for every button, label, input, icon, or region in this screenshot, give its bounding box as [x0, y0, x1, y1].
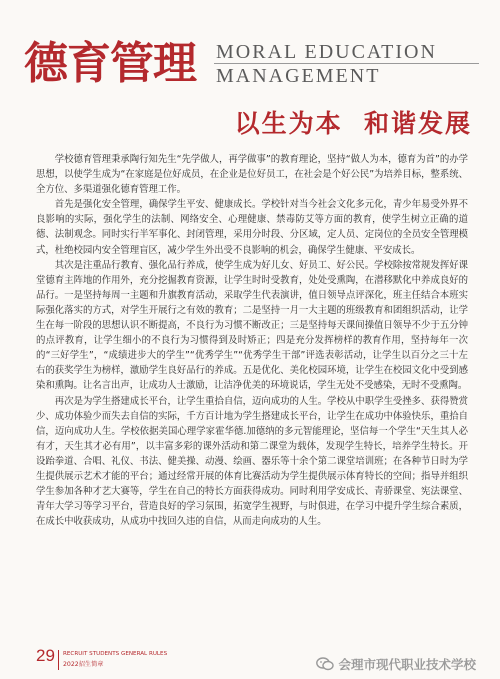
paragraph: 其次是注重品行教育、强化品行养成，使学生成为好儿女、好员工、好公民。学校除按常规发挥好课堂德育主阵地的作用外，充分挖掘教育资源，让学生时时受教育，处处受熏陶，在潜移默化中养成良好的品行。一是坚持每周一主题和升旗教育活动，采取学生代表演讲，值日领导点评深化，班主任结合本班实际强化落实的方式，对学生开展行之有效的教育；二是坚持一月一大主题的班级教育和团组织活动，让学生在每一阶段的思想认识不断提高，不良行为习惯不断改正；三是坚持每天课间操值日领导不少于五分钟的点评教育，让学生细小的不良行为习惯得到及时矫正；四是充分发挥榜样的教育作用，坚持每年一次的“三好学生”，“成绩进步大的学生”“优秀学生”“优秀学生干部”评选表彰活动，让学生以百分之三十左右的获奖学生为榜样，激励学生良好品行的养成。五是优化、美化校园环境，让学生在校园文化中受到感染和熏陶。让名言出声，让成功人士激励，让洁净优美的环境说话，学生无处不受感染，无时不受熏陶。: [36, 259, 468, 392]
title-divider: [214, 63, 479, 64]
article-subtitle: 以生为本 和谐发展: [234, 109, 472, 138]
paragraph: 学校德育管理秉承陶行知先生“先学做人，再学做事”的教育理论，坚持“做人为本，德育为首”的办学思想，以使学生成为“在家庭是位好成员，在企业是位好员工，在社会是个好公民”为培养目标，整系统、全方位、多渠道强化德育管理工作。: [36, 154, 468, 196]
wechat-icon: [316, 657, 334, 671]
section-title-english-line2: MANAGEMENT: [216, 65, 381, 87]
watermark-text: 会理市现代职业技术学校: [338, 657, 476, 672]
article-body: [36, 152, 468, 529]
footer-divider: [58, 650, 59, 670]
footer-caption: 2022招生简章: [63, 661, 104, 668]
paragraph: 再次是为学生搭建成长平台，让学生重拾自信，迈向成功的人生。学校从中职学生受挫多、获得赞赏少、成功体验少而失去自信的实际，千方百计地为学生搭建成长平台，让学生在成功中体验快乐，重拾自信，迈向成功人生。学校依据美国心理学家霍华德.加德纳的多元智能理论，坚信每一个学生“天生其人必有才，天生其才必有用”，以丰富多彩的课外活动和第二课堂为载体，发现学生特长，培养学生特长。开设跆拳道、合唱、礼仪、书法、健美操、动漫、绘画、器乐等十余个第二课堂培训班；在各种节日时为学生提供展示艺术才能的平台；通过经常开展的体育比赛活动为学生提供展示体育特长的空间；指导并组织学生参加各种才艺大赛等，学生在自己的特长方面获得成功。同时利用学安成长、青骄课堂、宪法课堂、青年大学习等学习平台，营造良好的学习氛围，拓宽学生视野，与时俱进，在学习中提升学生综合素质，在成长中收获成功，从成功中找回久违的自信，从而走向成功的人生。: [36, 395, 468, 528]
page-number: 29: [36, 646, 55, 665]
wechat-watermark: [316, 655, 476, 673]
page-footer: [0, 643, 500, 679]
section-title: 德育管理: [24, 38, 196, 89]
footer-caption-english: RECRUIT STUDENTS GENERAL RULES: [63, 651, 168, 657]
paragraph: 首先是强化安全管理，确保学生平安、健康成长。学校针对当今社会文化多元化，青少年易受外界不良影响的实际，强化学生的法制、网络安全、心理健康、禁毒防艾等方面的教育，使学生树立正确的道德、法制观念。同时实行半军事化、封闭管理，采用分时段、分区域，定人员、定岗位的全员安全管理模式，杜绝校园内安全管理盲区，减少学生外出受不良影响的机会，确保学生健康、平安成长。: [36, 199, 468, 256]
section-title-english-line1: MORAL EDUCATION: [216, 41, 437, 63]
page-header: [24, 38, 484, 90]
